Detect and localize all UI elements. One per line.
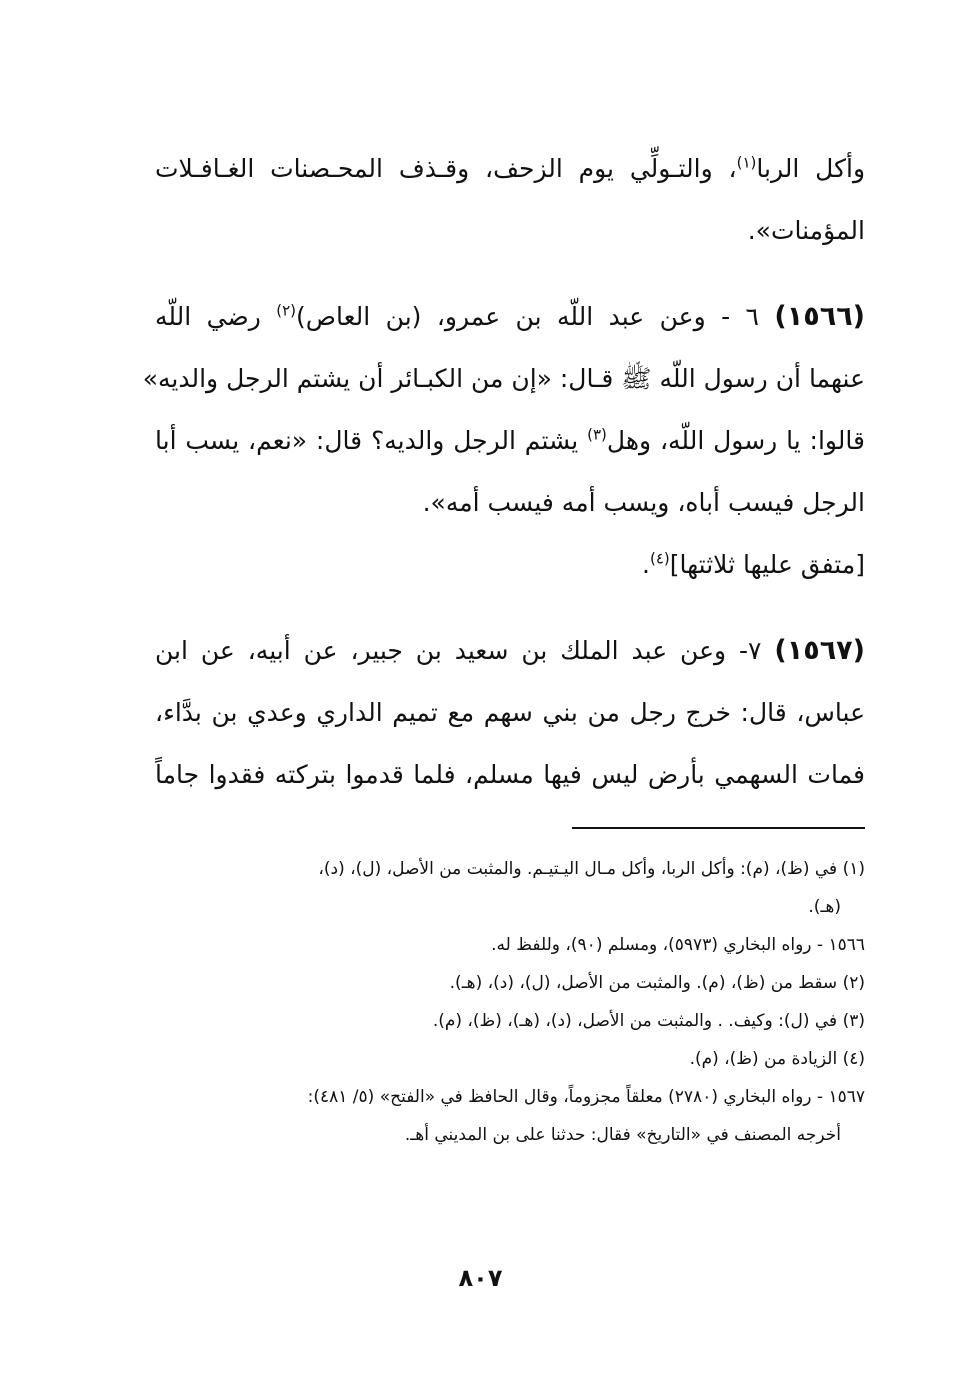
text-segment: عنهما أن رسول اللّه ﷺ قـال: «إن من الكبـائر أن يشتم الرجل والديه» [142, 364, 865, 393]
text-segment: ٦ - وعن عبد اللّه بن عمرو، (بن العاص) [296, 302, 775, 331]
text-line-4 [142, 348, 865, 410]
footnote-marker: (٤) [649, 549, 670, 568]
text-segment: المؤمنات». [747, 216, 865, 245]
text-line-2 [155, 200, 865, 262]
footnote-2: (٢) سقط من (ظ)، (م). والمثبت من الأصل، (ل)، (د)، (هـ). [449, 973, 865, 993]
page-number: ٨٠٧ [458, 1264, 503, 1292]
footnote-hadith-1567: ١٥٦٧ - رواه البخاري (٢٧٨٠) معلقاً مجزوماً، وقال الحافظ في «الفتح» (٥/ ٤٨١): [307, 1087, 865, 1107]
text-segment: يشتم الرجل والديه؟ قال: «نعم، يسب أبا [155, 426, 588, 455]
hadith-number: (١٥٦٦) [774, 301, 866, 332]
footnote-3: (٣) في (ل): وكيف. . والمثبت من الأصل، (د)، (هـ)، (ظ)، (م). [432, 1011, 865, 1031]
footnote-marker: (١) [736, 153, 757, 172]
hadith-1566-header [155, 286, 865, 348]
footnote-4: (٤) الزيادة من (ظ)، (م). [689, 1049, 865, 1069]
text-segment: ، والتـولِّي يوم الزحف، وقـذف المحـصنات الغـافـلات [155, 154, 737, 183]
footnote-marker: (٢) [276, 301, 297, 320]
text-segment: وأكل الربا [756, 154, 866, 183]
hadith-number: (١٥٦٧) [774, 635, 865, 666]
text-segment: . [642, 550, 650, 579]
text-line-9 [155, 682, 865, 744]
text-segment: قالوا: يا رسول اللّه، وهل [606, 426, 865, 455]
footnote-hadith-1566: ١٥٦٦ - رواه البخاري (٥٩٧٣)، ومسلم (٩٠)، وللفظ له. [491, 935, 865, 955]
text-segment: الرجل فيسب أباه، ويسب أمه فيسب أمه». [422, 488, 865, 517]
text-segment: ٧- وعن عبد الملك بن سعيد بن جبير، عن أبيه، عن ابن [155, 636, 775, 665]
text-line-6 [155, 472, 865, 534]
text-segment: عباس، قال: خرج رجل من بني سهم مع تميم الداري وعدي بن بدَّاء، [155, 698, 865, 727]
text-line-1 [155, 138, 865, 200]
footnote-marker: (٣) [587, 425, 607, 444]
text-segment: [متفق عليها ثلاثتها] [669, 550, 865, 579]
footnote-1: (١) في (ظ)، (م): وأكل الربا، وأكل مـال اليـتيـم. والمثبت من الأصل، (ل)، (د)، [318, 859, 865, 879]
text-line-10 [155, 744, 865, 806]
source-note-1566 [155, 534, 865, 596]
main-text [142, 138, 866, 806]
text-line-5 [155, 410, 865, 472]
footnote-hadith-1567-cont: أخرجه المصنف في «التاريخ» فقال: حدثنا على بن المديني أهـ. [404, 1125, 841, 1145]
footnote-1-cont: (هـ). [808, 897, 841, 917]
text-segment: فمات السهمي بأرض ليس فيها مسلم، فلما قدموا بتركته فقدوا جاماً [155, 760, 865, 789]
text-segment: رضي اللّه [155, 302, 277, 331]
footnote-divider [572, 827, 865, 829]
footnotes [155, 850, 865, 1154]
hadith-1567-header [155, 620, 865, 682]
